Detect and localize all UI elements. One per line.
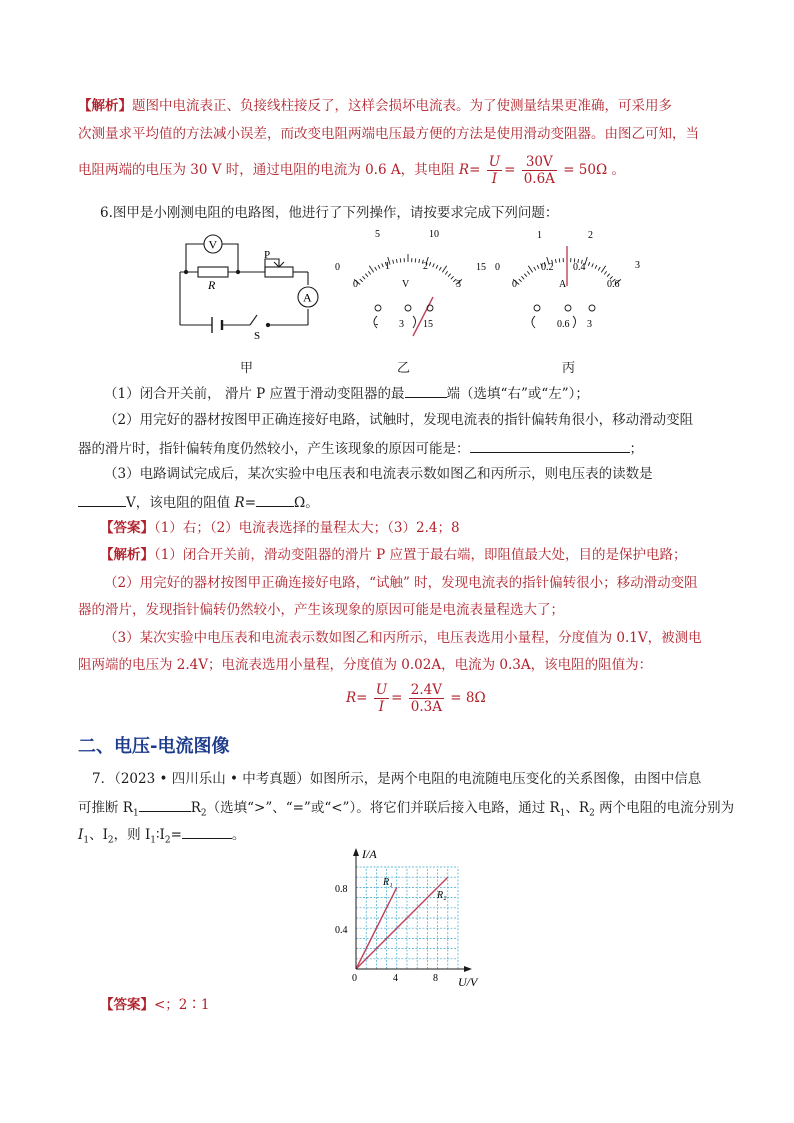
q7-I1: I xyxy=(78,827,84,843)
v-top-5: 5 xyxy=(375,229,380,240)
q7-I2: 、I xyxy=(89,827,108,843)
analysis-result: = 50Ω 。 xyxy=(563,162,625,178)
v-term-neg: - xyxy=(375,319,379,330)
dial-tick xyxy=(429,262,430,266)
x-tick-0: 0 xyxy=(352,973,357,984)
formula-frac-UI xyxy=(374,682,389,715)
sub-2: 2 xyxy=(200,808,207,819)
dial-tick xyxy=(528,266,532,273)
q7-answer xyxy=(100,996,740,1014)
fraction-UI xyxy=(487,154,502,187)
q7-end: 。 xyxy=(231,827,246,843)
caption-bing: 丙 xyxy=(562,361,576,376)
dial-tick xyxy=(448,274,451,277)
formula-eq-2: = xyxy=(391,690,403,706)
q6-part3-mid: V，该电阻的阻值 xyxy=(126,495,235,511)
sub-7: 1 xyxy=(150,835,157,846)
dial-tick xyxy=(524,274,527,277)
q6-part2-line1: （2）用完好的器材按图甲正确连接好电路，试触时，发现电流表的指针偏转角很小，移动滑动变阻 xyxy=(104,412,694,428)
q7-text-c3: ，则 I xyxy=(113,827,151,843)
fraction-values xyxy=(522,154,557,187)
formula-U: U xyxy=(375,682,388,698)
v-bottom-1: 1 xyxy=(385,261,390,272)
dial-tick xyxy=(396,259,397,263)
voltmeter-symbol: V xyxy=(208,237,218,252)
a-term-3: 3 xyxy=(587,319,592,330)
a-end-0: 0 xyxy=(495,262,500,273)
dial-tick xyxy=(442,266,446,273)
sub-5: 1 xyxy=(83,835,90,846)
dial-tick xyxy=(534,267,536,270)
series-line-2 xyxy=(356,877,448,969)
eq-sign-2: = xyxy=(504,162,516,178)
analysis-a1: （1）闭合开关前，滑动变阻器的滑片 P 应置于最右端，即阻值最大处，目的是保护电路； xyxy=(154,547,687,563)
q7-ratio: ∶I xyxy=(156,827,165,843)
q6-part3-line2 xyxy=(78,492,718,512)
formula-var-R: R xyxy=(346,690,357,706)
x-arrow xyxy=(464,966,472,972)
a-bottom-06: 0.6 xyxy=(607,279,620,290)
q7-eq: = xyxy=(170,827,182,843)
q6-part1 xyxy=(104,383,744,403)
v-bottom-2: 2 xyxy=(423,261,428,272)
frac-num-value: 30V xyxy=(522,154,557,171)
q7-R2: R xyxy=(190,800,201,816)
sub-4: 2 xyxy=(589,808,595,819)
q7-answer-text: <；2∶1 xyxy=(154,997,210,1013)
var-R: R xyxy=(458,162,470,178)
dial-tick xyxy=(537,265,539,269)
formula-num: 2.4V xyxy=(410,682,442,698)
q6-part2-text: 器的滑片时，指针偏转角度仍然较小，产生该现象的原因可能是： xyxy=(78,441,470,457)
dial-tick xyxy=(604,271,606,274)
dial-tick xyxy=(365,274,368,277)
v-end-0: 0 xyxy=(335,262,340,273)
answer-blank-1[interactable] xyxy=(405,383,447,398)
q6-analysis-2a: （2）用完好的器材按图甲正确连接好电路，“试触” 时，发现电流表的指针偏转很小；移动滑动变阻 xyxy=(104,575,698,591)
analysis-text-3: 电阻两端的电压为 30 V 时，通过电阻的电流为 0.6 A，其电阻 xyxy=(78,162,459,178)
q6-part3-line1: （3）电路调试完成后，某次实验中电压表和电流表示数如图乙和丙所示，则电压表的读数是 xyxy=(104,466,653,482)
v-top-10: 10 xyxy=(429,229,439,240)
a-top-1: 1 xyxy=(537,230,542,241)
y-arrow xyxy=(353,848,359,856)
q7-answer-tag: 【答案】 xyxy=(100,997,154,1013)
line-label-r2: R₂ xyxy=(437,890,447,901)
dial-tick xyxy=(433,263,435,267)
sub-3: 1 xyxy=(559,808,566,819)
dial-tick xyxy=(362,276,365,279)
q6-part2-line2 xyxy=(78,438,718,458)
v-unit: V xyxy=(402,279,410,290)
iu-graph xyxy=(330,842,490,992)
answer-blank-3[interactable] xyxy=(78,492,126,507)
q6-answer xyxy=(100,519,740,537)
analysis-text-1: 题图中电流表正、负接线柱接反了，这样会损坏电流表。为了使测量结果更准确，可采用多 xyxy=(132,98,672,114)
q6-analysis-2b: 器的滑片，发现指针偏转仍然较小，产生该现象的原因可能是电流表量程选大了； xyxy=(78,602,564,618)
ammeter-dial xyxy=(495,230,640,330)
v-term-15: 15 xyxy=(423,319,433,330)
frac-den-value: 0.6A xyxy=(523,171,555,187)
q6-part3-R: R xyxy=(234,495,245,511)
y-tick-04: 0.4 xyxy=(335,925,348,936)
q6-analysis-3b: 阻两端的电压为 2.4V；电流表选用小量程，分度值为 0.02A，电流为 0.3A，该电阻的阻值为： xyxy=(78,657,653,673)
dial-tick xyxy=(598,267,600,270)
q7-R1: 可推断 R xyxy=(78,800,133,816)
frac-den: I xyxy=(491,171,498,187)
dial-tick xyxy=(393,260,394,264)
q6-figures xyxy=(170,224,660,354)
dial-tick xyxy=(378,265,380,269)
q7-line2 xyxy=(78,797,735,823)
q7-text-e: 两个电阻的电流分别为 xyxy=(594,800,735,816)
q6-analysis-1 xyxy=(100,546,740,564)
v-bottom-3: 3 xyxy=(456,279,461,290)
q6-part3-eq: = xyxy=(244,495,257,511)
dial-tick xyxy=(527,271,529,274)
dial-tick xyxy=(595,265,597,269)
eq-sign: = xyxy=(469,162,481,178)
frac-num: U xyxy=(488,154,501,170)
formula-den: 0.3A xyxy=(410,699,442,715)
voltmeter-needle xyxy=(413,297,433,336)
sub-1: 1 xyxy=(132,808,139,819)
answer-blank-2[interactable] xyxy=(470,438,630,453)
x-tick-4: 4 xyxy=(393,973,398,984)
section-title: 二、电压-电流图像 xyxy=(78,736,230,757)
line-label-r1: R₁ xyxy=(383,877,393,888)
q7-line1: 7．（2023 • 四川乐山 • 中考真题）如图所示，是两个电阻的电流随电压变化的关系图像，由图中信息 xyxy=(92,771,702,787)
answer-blank-5[interactable] xyxy=(139,797,191,812)
dial-tick xyxy=(555,259,556,263)
x-axis-label: U/V xyxy=(458,975,478,989)
formula-result: = 8Ω xyxy=(450,690,486,706)
dial-tick xyxy=(368,271,370,274)
answer-blank-4[interactable] xyxy=(256,492,294,507)
dial-tick xyxy=(451,276,454,279)
resistor-label: R xyxy=(208,278,216,292)
caption-jia: 甲 xyxy=(240,361,254,376)
sub-8: 2 xyxy=(164,835,171,846)
dial-tick xyxy=(521,276,524,279)
a-top-2: 2 xyxy=(588,230,593,241)
q6-part1-post: 端（选填“右”或“左”）； xyxy=(446,386,589,402)
q6-part2-end: ； xyxy=(629,441,643,457)
caption-yi: 乙 xyxy=(397,361,411,376)
slider-label: P xyxy=(264,249,271,261)
dial-tick xyxy=(436,265,438,269)
answer-text: （1）右；（2）电流表选择的量程太大；（3）2.4；8 xyxy=(154,520,460,536)
q6-part1-pre: （1）闭合开关前， 滑片 P 应置于滑动变阻器的最 xyxy=(104,386,405,402)
analysis-line-1 xyxy=(78,97,718,115)
dial-tick xyxy=(592,263,594,267)
graph-series xyxy=(356,877,448,969)
dial-tick xyxy=(419,259,420,263)
answer-blank-6[interactable] xyxy=(182,824,232,839)
dial-tick xyxy=(382,263,384,267)
dial-tick xyxy=(445,271,447,274)
dial-tick xyxy=(601,266,605,273)
dial-tick xyxy=(439,267,441,270)
q6-part3-end: Ω。 xyxy=(294,495,319,511)
circuit-diagram xyxy=(180,235,318,333)
formula-frac-values xyxy=(409,682,444,715)
ammeter-symbol: A xyxy=(303,290,312,305)
dial-tick xyxy=(519,279,522,282)
dial-tick xyxy=(607,274,610,277)
analysis-line-2: 次测量求平均值的方法减小误差，而改变电阻两端电压最方便的方法是使用滑动变阻器。由图乙可知，当 xyxy=(78,126,699,142)
dial-tick xyxy=(375,267,377,270)
dial-tick xyxy=(360,279,363,282)
y-axis-label: I/A xyxy=(362,847,377,861)
answer-tag: 【答案】 xyxy=(100,520,154,536)
dial-tick xyxy=(588,262,589,266)
v-bottom-0: 0 xyxy=(353,279,358,290)
dial-tick xyxy=(369,266,373,273)
v-term-3: 3 xyxy=(399,319,404,330)
a-end-3: 3 xyxy=(635,260,640,271)
switch-label: S xyxy=(254,330,261,342)
analysis-line-3 xyxy=(78,152,718,188)
q7-text-d: 、R xyxy=(565,800,590,816)
a-bottom-02: 0.2 xyxy=(541,262,554,273)
v-end-15: 15 xyxy=(476,262,486,273)
voltmeter-dial xyxy=(335,229,486,336)
a-bottom-0: 0 xyxy=(512,279,517,290)
sub-6: 2 xyxy=(107,835,114,846)
a-bottom-04: 0.4 xyxy=(573,262,586,273)
q6-stem: 6.图甲是小刚测电阻的电路图，他进行了下列操作，请按要求完成下列问题： xyxy=(100,205,559,221)
analysis-tag-2: 【解析】 xyxy=(100,547,154,563)
formula-eq: = xyxy=(356,690,368,706)
a-term-06: 0.6 xyxy=(557,319,570,330)
analysis-tag: 【解析】 xyxy=(78,98,132,114)
x-tick-8: 8 xyxy=(433,973,438,984)
q7-text-c: （选填“>”、“=”或“<”）。将它们并联后接入电路，通过 R xyxy=(206,800,560,816)
formula-I: I xyxy=(378,699,385,715)
a-unit: A xyxy=(559,279,567,290)
q6-analysis-3a: （3）某次实验中电压表和电流表示数如图乙和丙所示，电压表选用小量程，分度值为 0.1V，被测电 xyxy=(104,630,702,646)
formula-R xyxy=(346,682,486,715)
y-tick-08: 0.8 xyxy=(335,884,348,895)
